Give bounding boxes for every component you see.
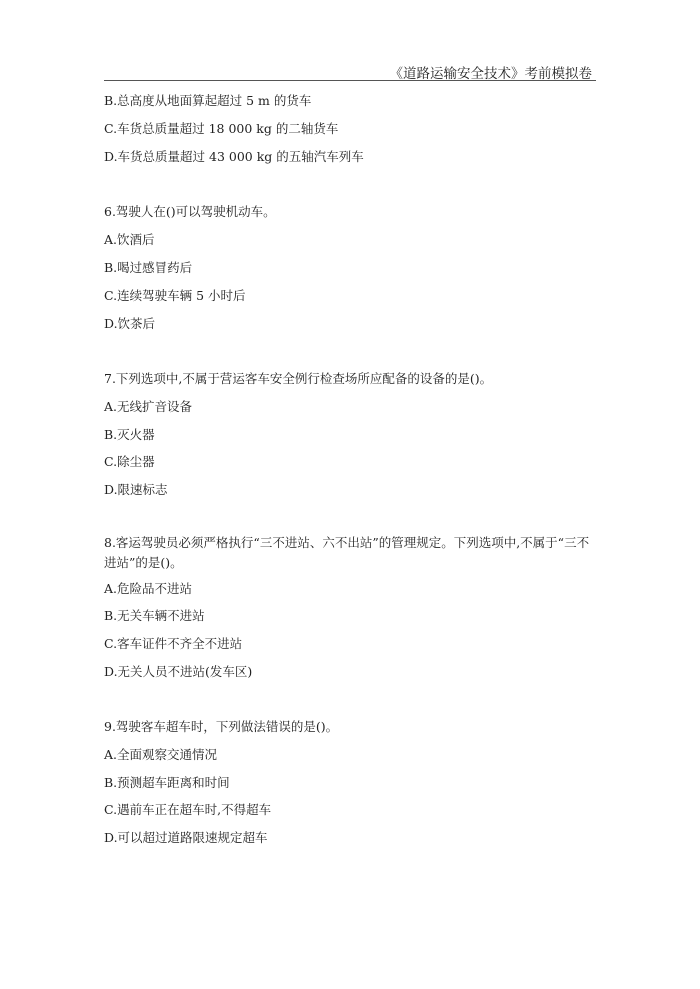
question-stem: 8.客运驾驶员必须严格执行“三不进站、六不出站”的管理规定。下列选项中,不属于“三不进站”的是()。	[104, 535, 590, 570]
option-d: D.车货总质量超过 43 000 kg 的五轴汽车列车	[104, 149, 364, 164]
option-a: A.无线扩音设备	[104, 399, 193, 414]
option-a: A.全面观察交通情况	[104, 747, 218, 762]
option-c: C.车货总质量超过 18 000 kg 的二轴货车	[104, 121, 339, 136]
question-stem: 9.驾驶客车超车时，下列做法错误的是()。	[104, 719, 339, 734]
option-c: C.连续驾驶车辆 5 小时后	[104, 288, 246, 303]
header-title: 《道路运输安全技术》考前模拟卷	[389, 66, 592, 82]
option-c: C.遇前车正在超车时,不得超车	[104, 802, 272, 817]
option-d: D.可以超过道路限速规定超车	[104, 830, 268, 845]
question-stem: 7.下列选项中,不属于营运客车安全例行检查场所应配备的设备的是()。	[104, 371, 493, 386]
option-a: A.危险品不进站	[104, 581, 193, 596]
option-d: D.饮茶后	[104, 316, 156, 331]
option-d: D.限速标志	[104, 482, 168, 497]
page-header	[104, 60, 596, 81]
option-b: B.无关车辆不进站	[104, 608, 205, 623]
option-d: D.无关人员不进站(发车区)	[104, 664, 253, 679]
option-b: B.预测超车距离和时间	[104, 775, 230, 790]
option-b: B.喝过感冒药后	[104, 260, 193, 275]
option-b: B.灭火器	[104, 427, 155, 442]
option-b: B.总高度从地面算起超过 5 m 的货车	[104, 93, 312, 108]
option-a: A.饮酒后	[104, 232, 155, 247]
option-c: C.除尘器	[104, 454, 155, 469]
option-c: C.客车证件不齐全不进站	[104, 636, 243, 651]
question-stem: 6.驾驶人在()可以驾驶机动车。	[104, 204, 276, 219]
